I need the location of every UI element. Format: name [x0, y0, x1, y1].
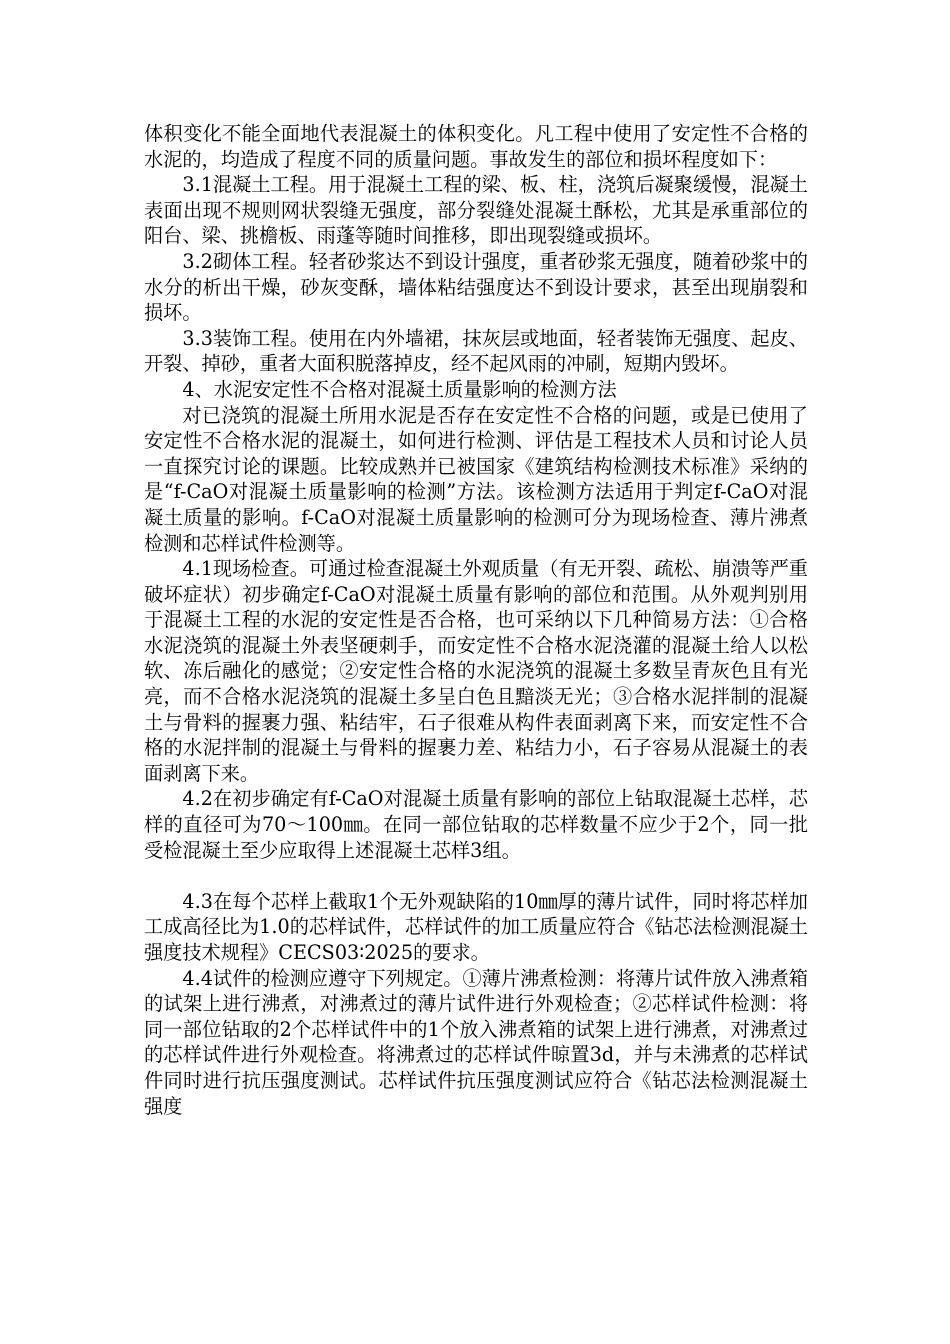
section-heading-4: 4、水泥安定性不合格对混凝土质量影响的检测方法 — [182, 377, 617, 401]
paragraph-3-2-masonry-works: 3.2砌体工程。轻者砂浆达不到设计强度，重者砂浆无强度，随着砂浆中的水分的析出干燥，砂灰变酥，墙体粘结强度达不到设计要求，甚至出现崩裂和损坏。 — [144, 249, 808, 325]
paragraph-gap — [144, 863, 808, 889]
paragraph-4-3-thin-slice: 4.3在每个芯样上截取1个无外观缺陷的10㎜厚的薄片试件，同时将芯样加工成高径比为1.0的芯样试件，芯样试件的加工质量应符合《钻芯法检测混凝土强度技术规程》CECS03∶2025的要求。 — [144, 889, 808, 964]
paragraph-3-3-decoration-works: 3.3装饰工程。使用在内外墙裙，抹灰层或地面，轻者装饰无强度、起皮、开裂、掉砂，重者大面积脱落掉皮，经不起风雨的冲刷，短期内毁坏。 — [144, 326, 808, 376]
paragraph-4-2-core-sampling: 4.2在初步确定有f-CaO对混凝土质量有影响的部位上钻取混凝土芯样，芯样的直径可为70～100㎜。在同一部位钻取的芯样数量不应少于2个，同一批受检混凝土至少应取得上述混凝土芯样3组。 — [144, 787, 808, 862]
paragraph-4-intro: 对已浇筑的混凝土所用水泥是否存在安定性不合格的问题，或是已使用了安定性不合格水泥的混凝土，如何进行检测、评估是工程技术人员和讨论人员一直探究讨论的课题。比较成熟并已被国家《建筑结构检测技术标准》采纳的是“f-CaO对混凝土质量影响的检测”方法。该检测方法适用于判定f-CaO对混凝土质量的影响。f-CaO对混凝土质量影响的检测可分为现场检查、薄片沸煮检测和芯样试件检测等。 — [144, 403, 808, 555]
paragraph-4-1-site-inspection: 4.1现场检查。可通过检查混凝土外观质量（有无开裂、疏松、崩溃等严重破坏症状）初步确定f-CaO对混凝土质量有影响的部位和范围。从外观判别用于混凝土工程的水泥的安定性是否合格，也可采纳以下几种简易方法：①合格水泥浇筑的混凝土外表坚硬刺手，而安定性不合格水泥浇灌的混凝土给人以松软、冻后融化的感觉；②安定性合格的水泥浇筑的混凝土多数呈青灰色且有光亮，而不合格水泥浇筑的混凝土多呈白色且黯淡无光；③合格水泥拌制的混凝土与骨料的握裹力强、粘结牢，石子很难从构件表面剥离下来，而安定性不合格的水泥拌制的混凝土与骨料的握裹力差、粘结力小，石子容易从混凝土的表面剥离下来。 — [144, 557, 808, 785]
document-body — [144, 121, 808, 1119]
paragraph-4-4-testing-rules: 4.4试件的检测应遵守下列规定。①薄片沸煮检测：将薄片试件放入沸煮箱的试架上进行沸煮，对沸煮过的薄片试件进行外观检查；②芯样试件检测：将同一部位钻取的2个芯样试件中的1个放入沸煮箱的试架上进行沸煮，对沸煮过的芯样试件进行外观检查。将沸煮过的芯样试件晾置3d，并与未沸煮的芯样试件同时进行抗压强度测试。芯样试件抗压强度测试应符合《钻芯法检测混凝土强度 — [144, 966, 808, 1118]
paragraph-3-1-concrete-works: 3.1混凝土工程。用于混凝土工程的梁、板、柱，浇筑后凝聚缓慢，混凝土表面出现不规则网状裂缝无强度，部分裂缝处混凝土酥松，尤其是承重部位的阳台、梁、挑檐板、雨蓬等随时间推移，即出现裂缝或损坏。 — [144, 173, 808, 248]
paragraph-volume-change: 体积变化不能全面地代表混凝土的体积变化。凡工程中使用了安定性不合格的水泥的，均造成了程度不同的质量问题。事故发生的部位和损坏程度如下： — [144, 122, 808, 171]
